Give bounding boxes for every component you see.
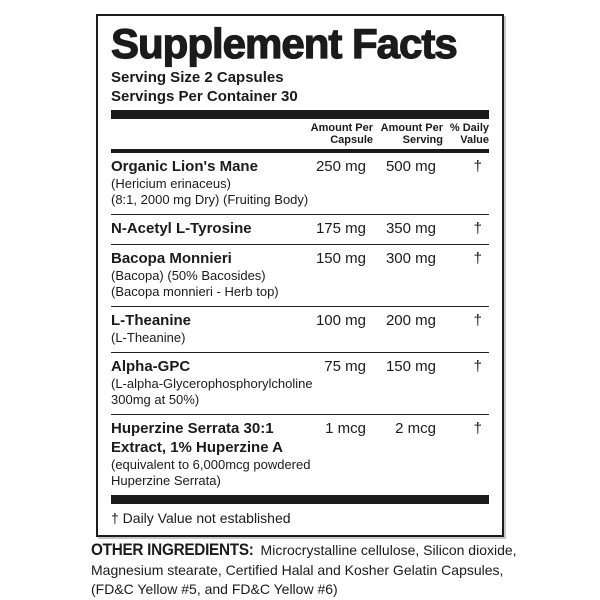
table-row-bacopa-monnieri <box>111 244 489 306</box>
ingredient-detail: (Bacopa) (50% Bacosides) <box>111 268 266 283</box>
amount-per-capsule: 75 mg <box>324 358 366 375</box>
header-line: Value <box>460 134 489 146</box>
other-ingredients-text: Microcrystalline cellulose, Silicon dioxide, <box>256 542 517 558</box>
other-ingredients-line2: Magnesium stearate, Certified Halal and Kosher Gelatin Capsules, <box>91 561 504 578</box>
serving-info <box>111 68 489 106</box>
table-row-n-acetyl-l-tyrosine <box>111 214 489 244</box>
supplement-facts-panel <box>96 14 504 537</box>
amount-per-serving: 350 mg <box>385 220 436 237</box>
ingredient-detail: 300mg at 50%) <box>111 392 200 407</box>
ingredient-detail: (Hericium erinaceus) <box>111 176 231 191</box>
table-row-alpha-gpc <box>111 352 489 414</box>
ingredient-detail: (equivalent to 6,000mcg powdered <box>111 457 311 472</box>
other-ingredients-line1 <box>91 540 531 561</box>
amount-per-serving: 150 mg <box>385 358 436 375</box>
column-header-row <box>111 119 489 149</box>
header-amount-per-serving <box>373 122 443 146</box>
ingredient-detail: (8:1, 2000 mg Dry) (Fruiting Body) <box>111 192 309 207</box>
ingredient-rows <box>111 153 489 495</box>
amount-per-serving: 200 mg <box>385 312 436 329</box>
header-line: Amount Per <box>310 122 373 134</box>
ingredient-name: Alpha-GPC <box>111 358 191 375</box>
daily-value-footnote: † Daily Value not established <box>111 510 291 526</box>
daily-value: † <box>473 420 482 437</box>
amount-per-capsule: 150 mg <box>315 250 366 267</box>
other-ingredients-section <box>91 540 531 600</box>
ingredient-name: Bacopa Monnieri <box>111 250 232 267</box>
ingredient-detail: (L-alpha-Glycerophosphorylcholine <box>111 376 313 391</box>
panel-title: Supplement Facts <box>111 20 457 67</box>
header-line: Amount Per <box>380 122 443 134</box>
other-ingredients-label: OTHER INGREDIENTS: <box>91 540 254 559</box>
divider-bar-thick-top <box>111 110 489 119</box>
daily-value: † <box>473 158 482 175</box>
ingredient-name: Huperzine Serrata 30:1 Extract, 1% Huperzine A <box>111 420 283 456</box>
ingredient-name: N-Acetyl L-Tyrosine <box>111 220 252 237</box>
header-line: Capsule <box>330 134 373 146</box>
other-ingredients-line3: (FD&C Yellow #5, and FD&C Yellow #6) <box>91 581 338 597</box>
ingredient-detail: (Bacopa monnieri - Herb top) <box>111 284 279 299</box>
header-percent-daily-value <box>443 122 489 146</box>
daily-value: † <box>473 220 482 237</box>
header-amount-per-capsule <box>291 122 373 146</box>
ingredient-name: Organic Lion's Mane <box>111 158 258 175</box>
table-row-organic-lions-mane <box>111 153 489 214</box>
daily-value: † <box>473 250 482 267</box>
table-row-l-theanine <box>111 306 489 352</box>
ingredient-detail: Huperzine Serrata) <box>111 473 221 488</box>
amount-per-capsule: 175 mg <box>315 220 366 237</box>
daily-value: † <box>473 358 482 375</box>
amount-per-capsule: 250 mg <box>315 158 366 175</box>
divider-bar-thick-bottom <box>111 495 489 504</box>
header-line: Serving <box>402 134 443 146</box>
amount-per-serving: 2 mcg <box>395 420 436 437</box>
ingredient-name: L-Theanine <box>111 312 192 329</box>
amount-per-serving: 300 mg <box>385 250 436 267</box>
servings-per-container: Servings Per Container 30 <box>111 88 298 105</box>
table-row-huperzine-serrata <box>111 414 489 495</box>
daily-value: † <box>473 312 482 329</box>
amount-per-capsule: 100 mg <box>315 312 366 329</box>
header-line: % Daily <box>449 122 489 134</box>
amount-per-serving: 500 mg <box>385 158 436 175</box>
amount-per-capsule: 1 mcg <box>325 420 366 437</box>
serving-size: Serving Size 2 Capsules <box>111 69 284 86</box>
ingredient-detail: (L-Theanine) <box>111 330 186 345</box>
